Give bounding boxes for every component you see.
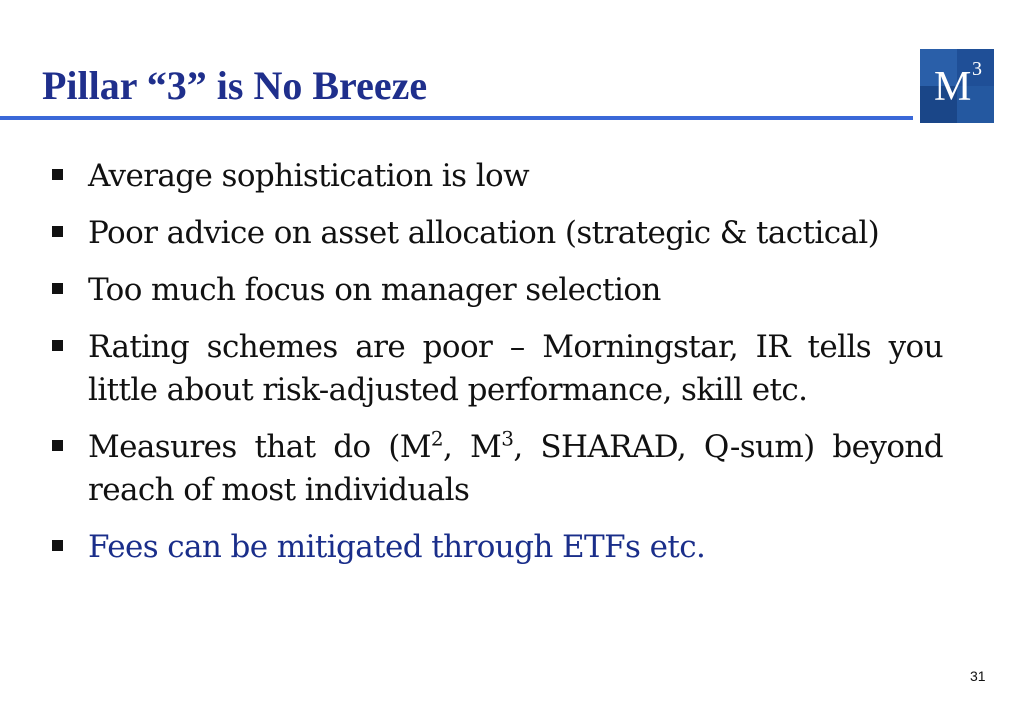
superscript: 3 (501, 426, 514, 451)
bullet-text: Rating schemes are poor – Morningstar, IR tells you little about risk-adjusted performance, skill etc. (88, 329, 943, 408)
square-bullet-icon (52, 540, 63, 551)
m3-logo (920, 49, 994, 123)
square-bullet-icon (52, 340, 63, 351)
bullet-text: Too much focus on manager selection (88, 272, 661, 308)
bullet-text-part: Measures that do (M (88, 429, 431, 465)
bullet-item (48, 326, 943, 412)
bullet-item (48, 269, 943, 312)
square-bullet-icon (52, 283, 63, 294)
logo-superscript: 3 (972, 58, 982, 80)
title-underline (0, 116, 913, 120)
bullet-item-highlight (48, 526, 943, 569)
bullet-item (48, 212, 943, 255)
bullet-text: Average sophistication is low (88, 158, 530, 194)
square-bullet-icon (52, 226, 63, 237)
bullet-text: Fees can be mitigated through ETFs etc. (88, 529, 706, 565)
bullet-list (48, 155, 943, 583)
bullet-text: Poor advice on asset allocation (strategic & tactical) (88, 215, 880, 251)
bullet-text-part: , SHARAD, Q-sum) beyond reach of most individuals (88, 429, 943, 508)
bullet-item (48, 426, 943, 512)
logo-letter: M (934, 64, 972, 110)
bullet-item (48, 155, 943, 198)
superscript: 2 (430, 426, 444, 451)
slide-title: Pillar “3” is No Breeze (42, 63, 428, 108)
square-bullet-icon (52, 440, 63, 451)
square-bullet-icon (52, 169, 63, 180)
bullet-text-part: , M (443, 429, 502, 465)
page-number: 31 (970, 668, 986, 684)
